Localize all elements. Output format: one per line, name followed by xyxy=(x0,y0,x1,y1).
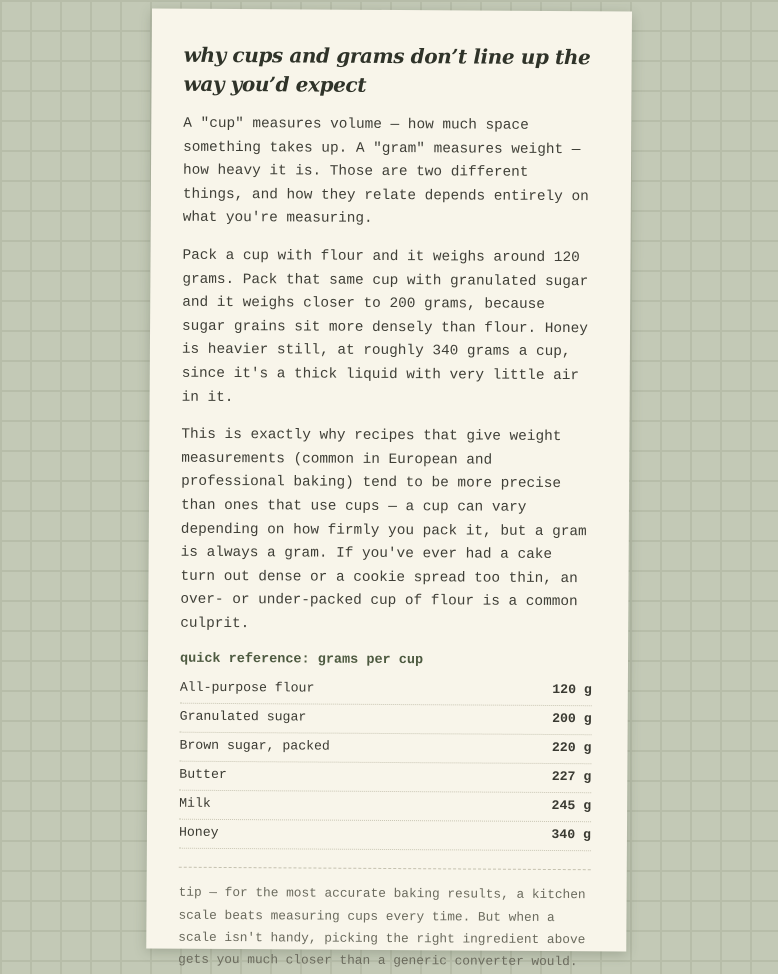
reference-heading: quick reference: grams per cup xyxy=(179,652,424,669)
density-paragraph: Pack a cup with flour and it weighs around 120 grams. Pack that same cup with granulated sugar and it weighs closer to 200 grams, because sugar grains sit more densely than flour. Honey is heavier still, at roughly 340 grams a cup, since it's a thick liquid with very little air in it. xyxy=(181,247,589,406)
reference-row-granulated-sugar xyxy=(180,704,592,736)
precision-paragraph: This is exactly why recipes that give weight measurements (common in European and professional baking) tend to be more precise than ones that use cups — a cup can vary depending on how firmly you pack it, but a gram is always a gram. If you've ever had a cake turn out dense or a cookie spread too thin, an over- or under-packed cup of flour is a common culprit. xyxy=(180,426,587,633)
ingredient-grams: 227 g xyxy=(551,769,592,785)
reference-row-brown-sugar xyxy=(179,733,591,765)
ingredient-name: Honey xyxy=(178,825,219,841)
ingredient-name: Milk xyxy=(179,796,211,812)
article-title: why cups and grams don’t line up the way you’d expect xyxy=(183,42,591,97)
ingredient-name: Granulated sugar xyxy=(179,709,307,725)
ingredient-name: Butter xyxy=(179,767,227,783)
ingredient-grams: 245 g xyxy=(551,798,592,814)
ingredient-grams: 120 g xyxy=(552,682,592,698)
ingredient-name: All-purpose flour xyxy=(179,680,315,697)
intro-paragraph: A "cup" measures volume — how much space something takes up. A "gram" measures weight — how heavy it is. Those are two different things, and how they relate depends entirely on what you're measuring. xyxy=(182,115,589,228)
quick-reference xyxy=(179,652,592,852)
ingredient-grams: 340 g xyxy=(551,827,592,843)
ingredient-name: Brown sugar, packed xyxy=(179,738,330,755)
article-card xyxy=(146,9,632,970)
reference-row-honey xyxy=(179,820,591,852)
reference-list xyxy=(179,675,592,852)
ingredient-grams: 200 g xyxy=(552,711,592,727)
reference-row-flour xyxy=(180,675,592,707)
reference-row-butter xyxy=(179,762,591,794)
reference-row-milk xyxy=(179,791,591,823)
tip-note: tip — for the most accurate baking results, a kitchen scale beats measuring cups every time. But when a scale isn't handy, picking the right ingredient above gets you much closer than a generic converter would. xyxy=(178,867,591,973)
ingredient-grams: 220 g xyxy=(551,740,592,756)
